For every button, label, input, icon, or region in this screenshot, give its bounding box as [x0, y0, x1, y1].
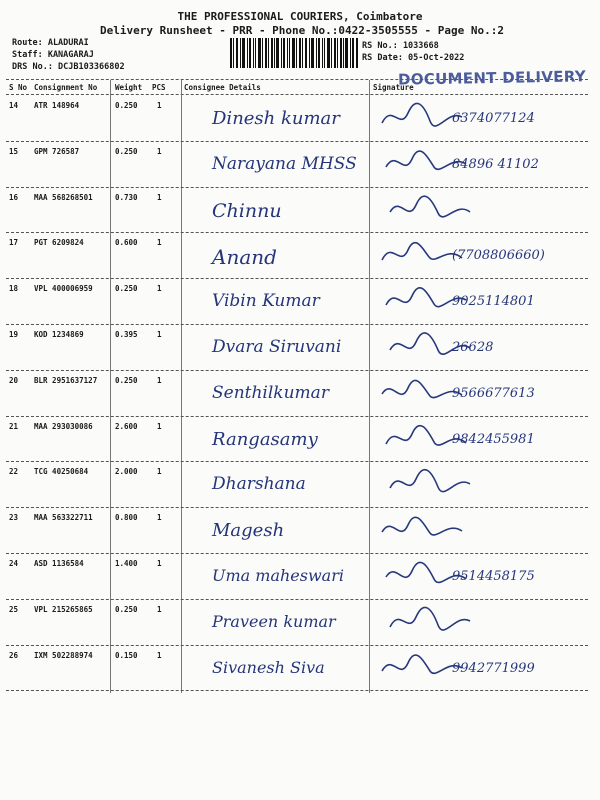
row-weight: 0.250 — [115, 375, 138, 385]
row-consignee-name: Narayana MHSS — [212, 153, 357, 174]
row-consignment-no: GPM 726587 — [34, 146, 80, 156]
row-sno: 25 — [9, 604, 19, 614]
col-header-consignment: Consignment No — [34, 83, 98, 92]
row-weight: 1.400 — [115, 559, 138, 568]
row-sno: 26 — [9, 650, 19, 660]
staff-label: Staff: KANAGARAJ — [12, 50, 94, 60]
row-signature-phone: 9566677613 — [452, 385, 535, 401]
row-pcs: 1 — [157, 284, 162, 294]
drs-number: DRS No.: DCJB103366802 — [12, 62, 125, 72]
row-separator — [6, 599, 588, 600]
row-separator — [6, 461, 588, 462]
row-pcs: 1 — [157, 375, 162, 385]
row-sno: 20 — [9, 375, 19, 385]
row-consignment-no: BLR 2951637127 — [34, 375, 98, 385]
row-consignee-name: Vibin Kumar — [212, 291, 320, 312]
row-separator — [6, 690, 588, 691]
row-pcs: 1 — [157, 101, 162, 110]
rs-date: RS Date: 05-Oct-2022 — [362, 53, 465, 63]
col-header-consignee: Consignee Details — [184, 83, 261, 92]
row-consignment-no: TCG 40250684 — [34, 467, 89, 477]
row-weight: 2.000 — [115, 467, 138, 477]
route-label: Route: ALADURAI — [12, 38, 89, 48]
col-header-signature: Signature — [373, 83, 414, 92]
row-separator — [6, 645, 588, 646]
row-pcs: 1 — [157, 467, 162, 477]
row-separator — [6, 324, 588, 325]
col-header-weight: Weight — [115, 83, 143, 92]
row-pcs: 1 — [157, 513, 162, 523]
row-pcs: 1 — [157, 559, 162, 568]
row-consignee-name: Dharshana — [212, 474, 306, 495]
row-consignment-no: MAA 568268501 — [34, 192, 93, 202]
row-separator — [6, 232, 588, 233]
row-consignee-name: Praveen kumar — [212, 611, 336, 631]
row-weight: 0.250 — [115, 101, 138, 110]
row-sno: 21 — [9, 421, 19, 431]
row-pcs: 1 — [157, 421, 162, 431]
row-signature-scribble — [386, 605, 476, 639]
row-pcs: 1 — [157, 330, 162, 339]
column-divider — [181, 80, 182, 693]
row-consignment-no: MAA 293030086 — [34, 421, 93, 431]
runsheet-subtitle: Delivery Runsheet - PRR - Phone No.:0422-3505555 - Page No.:2 — [100, 24, 504, 37]
company-title: THE PROFESSIONAL COURIERS, Coimbatore — [177, 10, 423, 23]
row-signature-phone: 9025114801 — [452, 294, 535, 310]
row-consignment-no: ASD 1136584 — [34, 559, 84, 568]
col-header-pcs: PCS — [152, 83, 166, 92]
row-signature-phone: 9514458175 — [452, 569, 535, 584]
row-separator — [6, 370, 588, 371]
row-consignee-name: Chinnu — [212, 199, 282, 222]
row-consignee-name: Sivanesh Siva — [212, 657, 325, 677]
row-weight: 0.150 — [115, 650, 138, 660]
row-pcs: 1 — [157, 146, 162, 156]
row-weight: 0.800 — [115, 513, 138, 523]
header-rule-top — [6, 79, 588, 80]
row-signature-phone: (7708806660) — [452, 248, 545, 264]
row-separator — [6, 416, 588, 417]
row-consignment-no: ATR 148964 — [34, 101, 80, 110]
row-consignee-name: Magesh — [212, 520, 285, 542]
row-consignee-name: Rangasamy — [212, 428, 318, 450]
row-sno: 18 — [9, 284, 19, 294]
barcode-image — [230, 38, 358, 68]
col-header-sno: S No — [9, 83, 28, 92]
row-sno: 24 — [9, 559, 19, 568]
row-signature-scribble — [386, 193, 476, 227]
row-weight: 0.395 — [115, 330, 138, 339]
row-weight: 0.250 — [115, 284, 138, 294]
row-signature-phone: 9942771999 — [452, 660, 535, 676]
row-consignment-no: VPL 400006959 — [34, 284, 93, 294]
row-consignee-name: Anand — [212, 245, 277, 270]
row-separator — [6, 553, 588, 554]
row-sno: 15 — [9, 146, 19, 156]
row-consignee-name: Dvara Siruvani — [212, 337, 342, 357]
row-consignee-name: Dinesh kumar — [212, 108, 340, 129]
header-rule-bottom — [6, 94, 588, 95]
column-divider — [110, 80, 111, 693]
row-weight: 0.600 — [115, 238, 138, 248]
row-weight: 0.250 — [115, 146, 138, 156]
row-consignment-no: MAA 563322711 — [34, 513, 93, 523]
row-separator — [6, 141, 588, 142]
row-signature-phone: 26628 — [452, 340, 494, 355]
row-separator — [6, 187, 588, 188]
row-consignment-no: KOD 1234869 — [34, 330, 84, 339]
row-weight: 2.600 — [115, 421, 138, 431]
row-consignment-no: VPL 215265865 — [34, 604, 93, 614]
row-weight: 0.250 — [115, 604, 138, 614]
row-pcs: 1 — [157, 650, 162, 660]
row-signature-phone: 9842455981 — [452, 431, 535, 447]
row-sno: 17 — [9, 238, 19, 248]
row-consignee-name: Senthilkumar — [212, 382, 329, 403]
row-sno: 14 — [9, 101, 19, 110]
row-consignment-no: IXM 502288974 — [34, 650, 93, 660]
row-pcs: 1 — [157, 192, 162, 202]
row-signature-scribble — [378, 513, 468, 547]
row-weight: 0.730 — [115, 192, 138, 202]
row-separator — [6, 278, 588, 279]
row-sno: 16 — [9, 192, 19, 202]
row-consignment-no: PGT 6209824 — [34, 238, 84, 248]
row-pcs: 1 — [157, 238, 162, 248]
row-sno: 19 — [9, 330, 19, 339]
row-signature-phone: 84896 41102 — [452, 156, 539, 172]
document-delivery-stamp: DOCUMENT DELIVERY — [397, 67, 587, 89]
rs-number: RS No.: 1033668 — [362, 41, 439, 51]
row-sno: 22 — [9, 467, 19, 477]
row-separator — [6, 507, 588, 508]
row-consignee-name: Uma maheswari — [212, 566, 344, 585]
row-pcs: 1 — [157, 604, 162, 614]
row-signature-phone: 6374077124 — [452, 111, 535, 126]
row-sno: 23 — [9, 513, 19, 523]
column-divider — [369, 80, 370, 693]
row-signature-scribble — [386, 467, 476, 501]
